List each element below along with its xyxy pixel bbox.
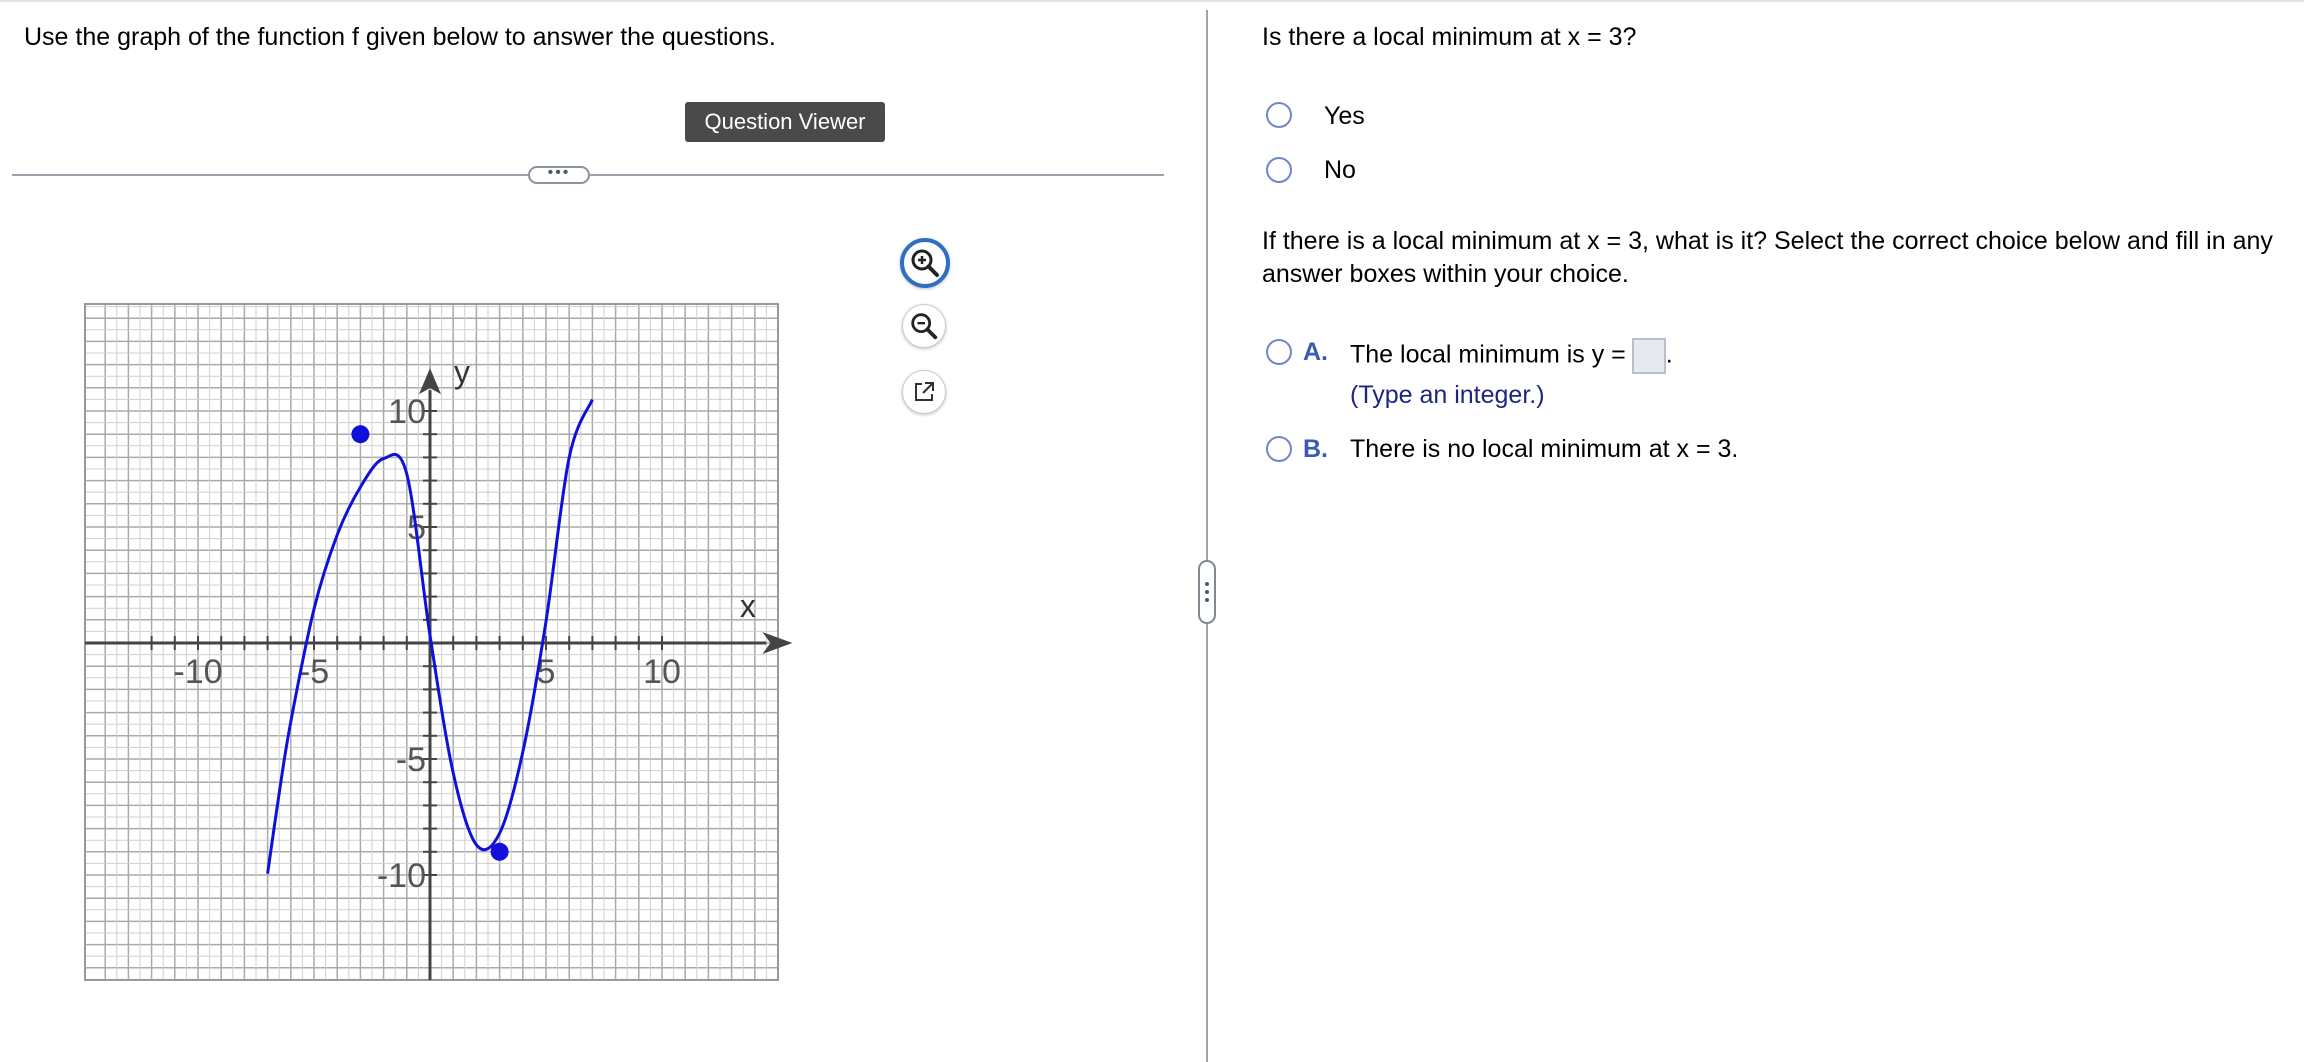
right-pane: [1262, 0, 2292, 1062]
open-in-new-window-button[interactable]: [902, 370, 946, 414]
function-graph: [70, 240, 850, 1000]
y-tick-label: -5: [395, 741, 426, 779]
option-no-label[interactable]: No: [1324, 156, 1356, 184]
question-1-text: Is there a local minimum at x = 3?: [1262, 23, 1637, 51]
question-viewer-button[interactable]: Question Viewer: [685, 102, 885, 142]
external-link-icon: [911, 379, 937, 405]
radio-choice-b[interactable]: [1266, 436, 1292, 462]
radio-no[interactable]: [1266, 157, 1292, 183]
choice-b-letter: B.: [1303, 435, 1328, 463]
choice-a-suffix: .: [1665, 340, 1673, 369]
pane-divider: [1206, 10, 1208, 1062]
zoom-in-icon: [908, 246, 942, 280]
choice-a-hint: (Type an integer.): [1350, 381, 1545, 409]
choice-a-letter: A.: [1303, 338, 1328, 366]
y-tick-label: 10: [388, 393, 426, 431]
x-axis-label: x: [739, 588, 756, 624]
x-tick-label: -10: [173, 653, 223, 691]
y-axis-label: y: [454, 354, 470, 391]
zoom-out-button[interactable]: [902, 304, 946, 348]
x-tick-label: 5: [536, 653, 556, 691]
choice-a-text: The local minimum is y =: [1350, 340, 1626, 369]
choice-a-row: [1350, 338, 1673, 374]
y-tick-label: 5: [407, 509, 426, 547]
question-2-text: If there is a local minimum at x = 3, what is it? Select the correct choice below and fill in any answer boxes within your choice.: [1262, 227, 2273, 288]
x-tick-label: 10: [643, 653, 681, 691]
radio-yes[interactable]: [1266, 102, 1292, 128]
instruction-text: Use the graph of the function f given below to answer the questions.: [24, 23, 776, 51]
y-tick-label: -10: [376, 857, 426, 895]
answer-input-box[interactable]: [1632, 338, 1666, 374]
expand-more-button[interactable]: •••: [528, 166, 590, 184]
pane-resize-handle[interactable]: [1198, 560, 1216, 624]
zoom-in-button[interactable]: [900, 238, 950, 288]
zoom-out-icon: [908, 310, 940, 342]
radio-choice-a[interactable]: [1266, 339, 1292, 365]
extremum-point: [491, 843, 509, 861]
x-tick-label: -5: [298, 653, 330, 691]
extremum-point: [351, 425, 369, 443]
option-yes-label[interactable]: Yes: [1324, 102, 1365, 130]
choice-b-text: There is no local minimum at x = 3.: [1350, 435, 1739, 463]
